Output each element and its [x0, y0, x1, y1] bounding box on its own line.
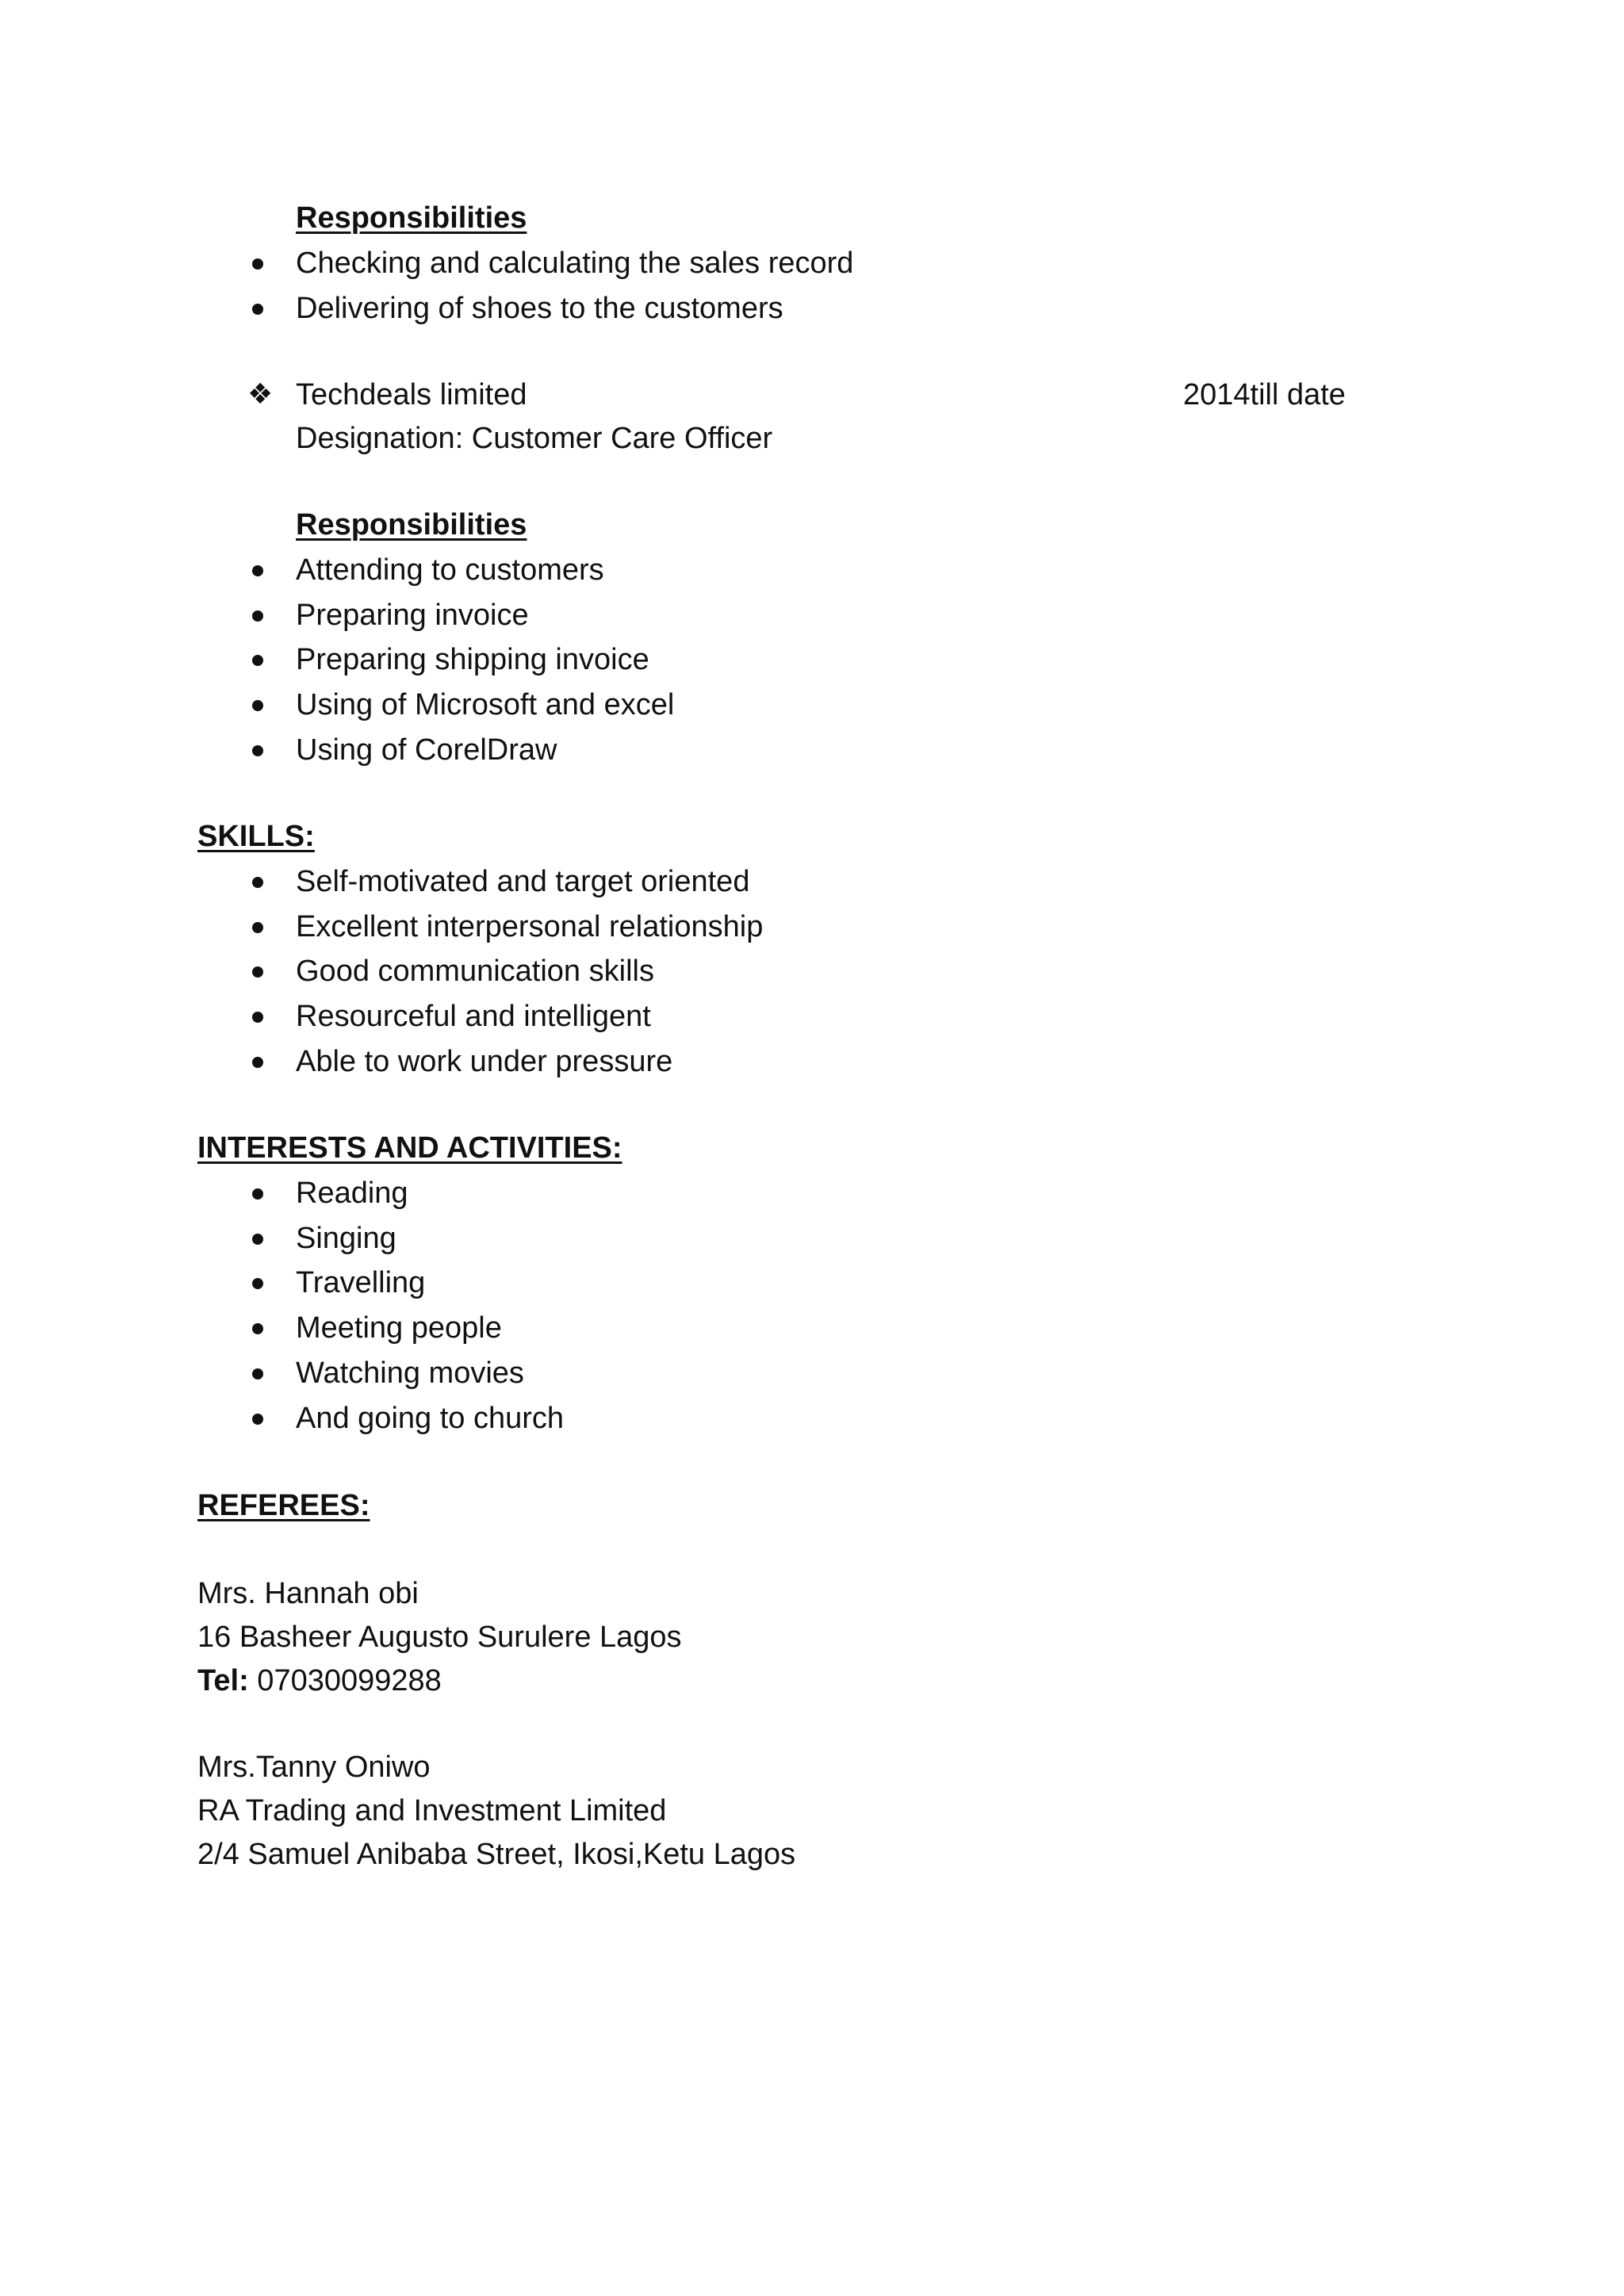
bullet-icon	[252, 1012, 263, 1023]
bullet-icon	[252, 304, 263, 315]
job2-responsibilities-heading: Responsibilities	[296, 508, 527, 541]
bullet-icon	[252, 565, 263, 576]
referee1-address: 16 Basheer Augusto Surulere Lagos	[197, 1621, 682, 1654]
referee2-company: RA Trading and Investment Limited	[197, 1794, 667, 1827]
bullet-icon	[252, 610, 263, 622]
bullet-icon	[252, 1057, 263, 1068]
skill-item: Excellent interpersonal relationship	[296, 910, 764, 943]
skill-item: Good communication skills	[296, 955, 654, 988]
diamond-bullet-icon: ❖	[247, 377, 274, 410]
job2-responsibility-item: Using of CorelDraw	[296, 733, 557, 767]
skills-heading: SKILLS:	[197, 820, 315, 853]
referee1-tel	[197, 1659, 442, 1703]
interest-item: Meeting people	[296, 1311, 502, 1345]
referee2-name: Mrs.Tanny Oniwo	[197, 1751, 431, 1784]
job2-responsibility-item: Attending to customers	[296, 553, 604, 587]
skill-item: Able to work under pressure	[296, 1045, 673, 1078]
interests-heading: INTERESTS AND ACTIVITIES:	[197, 1131, 622, 1165]
bullet-icon	[252, 745, 263, 756]
referee1-name: Mrs. Hannah obi	[197, 1577, 419, 1610]
interest-item: Reading	[296, 1177, 408, 1210]
bullet-icon	[252, 1234, 263, 1245]
bullet-icon	[252, 700, 263, 711]
bullet-icon	[252, 1323, 263, 1334]
referees-heading: REFEREES:	[197, 1489, 370, 1522]
bullet-icon	[252, 258, 263, 270]
skill-item: Resourceful and intelligent	[296, 1000, 651, 1033]
referee2-address: 2/4 Samuel Anibaba Street, Ikosi,Ketu Lagos	[197, 1838, 796, 1871]
interest-item: Watching movies	[296, 1357, 524, 1390]
bullet-icon	[252, 1188, 263, 1200]
bullet-icon	[252, 655, 263, 666]
interest-item: And going to church	[296, 1402, 565, 1435]
job2-responsibility-item: Preparing shipping invoice	[296, 643, 649, 676]
job2-responsibility-item: Preparing invoice	[296, 599, 529, 632]
interest-item: Travelling	[296, 1266, 426, 1299]
job1-responsibility-item: Delivering of shoes to the customers	[296, 292, 783, 325]
job1-responsibilities-heading: Responsibilities	[296, 201, 527, 235]
job2-period: 2014till date	[1183, 378, 1346, 411]
bullet-icon	[252, 966, 263, 978]
referee1-tel-value: 07030099288	[248, 1664, 442, 1697]
skill-item: Self-motivated and target oriented	[296, 865, 750, 898]
bullet-icon	[252, 877, 263, 888]
bullet-icon	[252, 1368, 263, 1380]
job2-designation: Designation: Customer Care Officer	[296, 422, 773, 455]
interest-item: Singing	[296, 1222, 396, 1255]
bullet-icon	[252, 1278, 263, 1289]
job1-responsibility-item: Checking and calculating the sales record	[296, 247, 854, 280]
job2-company: Techdeals limited	[296, 378, 527, 411]
referee1-tel-label: Tel:	[197, 1664, 249, 1697]
bullet-icon	[252, 1414, 263, 1425]
job2-responsibility-item: Using of Microsoft and excel	[296, 688, 675, 721]
bullet-icon	[252, 922, 263, 933]
